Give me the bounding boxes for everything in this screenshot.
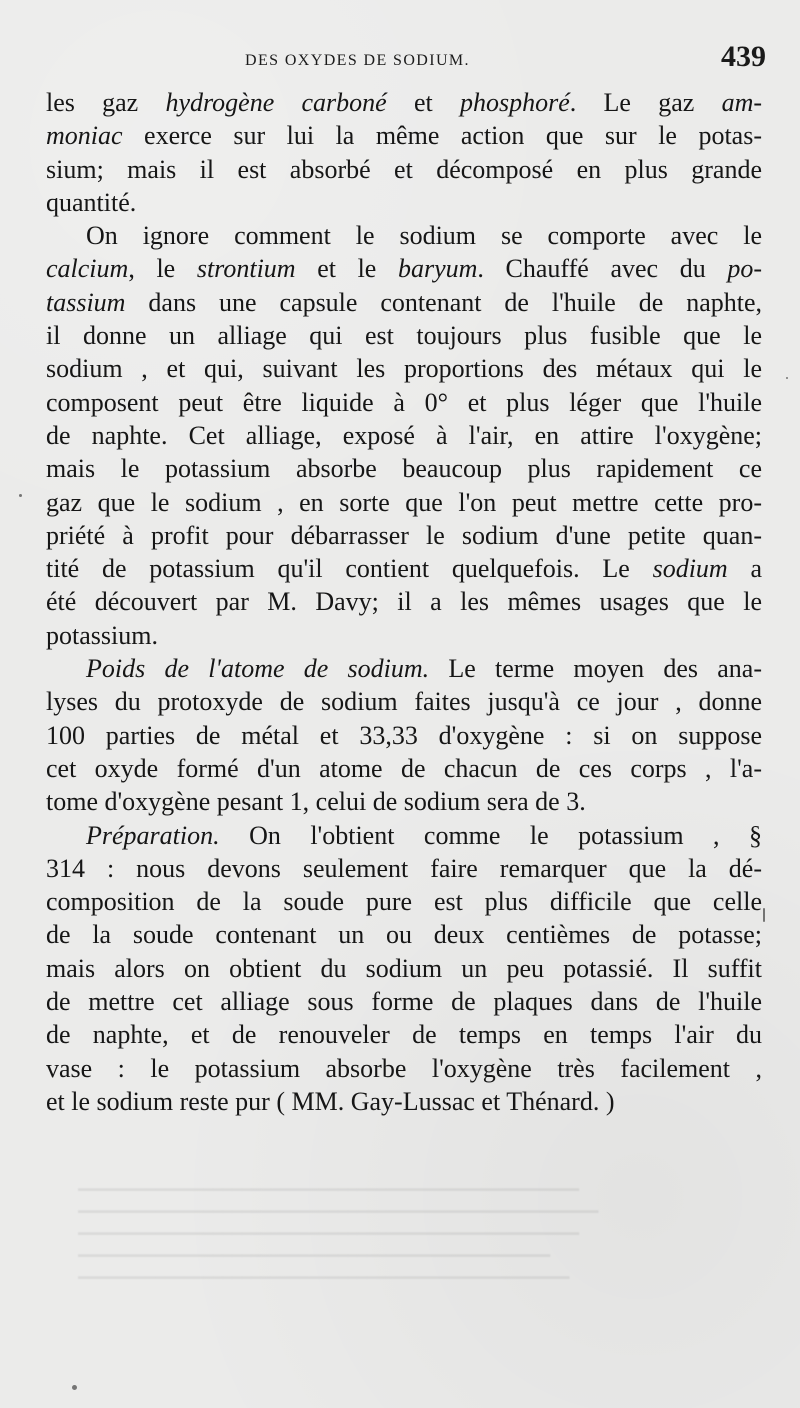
paper-speck <box>786 377 788 379</box>
paragraph-line: potassium. <box>46 620 158 650</box>
page-number: 439 <box>721 40 766 73</box>
paragraph-line: moniac exerce sur lui la même action que sur le potas- <box>46 121 762 151</box>
paragraph-4 <box>46 819 762 1119</box>
paragraph-line: mais alors on obtient du sodium un peu potassié. Il suffit <box>46 953 762 983</box>
paragraph-line: tité de potassium qu'il contient quelquefois. Le sodium a <box>46 554 762 584</box>
paragraph-line: lyses du protoxyde de sodium faites jusqu'à ce jour , donne <box>46 687 762 717</box>
paragraph-3 <box>46 652 762 818</box>
paragraph-line: priété à profit pour débarrasser le sodium d'une petite quan- <box>46 520 762 550</box>
paragraph-1 <box>46 86 762 219</box>
paragraph-line: de naphte, et de renouveler de temps en temps l'air du <box>46 1020 762 1050</box>
paragraph-line: composent peut être liquide à 0° et plus léger que l'huile <box>46 387 762 417</box>
paragraph-line: tome d'oxygène pesant 1, celui de sodium sera de 3. <box>46 787 586 817</box>
paragraph-line: cet oxyde formé d'un atome de chacun de ces corps , l'a- <box>46 753 762 783</box>
paragraph-line: il donne un alliage qui est toujours plus fusible que le <box>46 321 762 351</box>
paragraph-line: Poids de l'atome de sodium. Le terme moyen des ana- <box>86 654 762 684</box>
paragraph-line: mais le potassium absorbe beaucoup plus rapidement ce <box>46 454 762 484</box>
paper-speck <box>19 494 22 497</box>
paragraph-line: les gaz hydrogène carboné et phosphoré. Le gaz am- <box>46 88 762 117</box>
paragraph-line: tassium dans une capsule contenant de l'huile de naphte, <box>46 287 762 317</box>
paper-speck <box>72 1385 77 1390</box>
paragraph-2 <box>46 219 762 652</box>
running-head: DES OXYDES DE SODIUM. <box>245 52 470 69</box>
paragraph-line: sium; mais il est absorbé et décomposé en plus grande <box>46 154 762 184</box>
paragraph-line: été découvert par M. Davy; il a les mêmes usages que le <box>46 587 762 617</box>
page-header <box>48 40 770 80</box>
paragraph-line: quantité. <box>46 187 137 217</box>
paper-speck <box>763 908 765 922</box>
paragraph-line: On ignore comment le sodium se comporte avec le <box>86 221 762 251</box>
paragraph-line: 100 parties de métal et 33,33 d'oxygène : si on suppose <box>46 720 762 750</box>
paragraph-line: de naphte. Cet alliage, exposé à l'air, en attire l'oxygène; <box>46 420 762 450</box>
paragraph-line: vase : le potassium absorbe l'oxygène très facilement , <box>46 1053 762 1083</box>
show-through-text: ━━━━━━━━━━━━━━━━━━━━━━━━━━━━━━━━━━━━━━━━━━━━━━━━━━━━ ━━━━━━━━━━━━━━━━━━━━━━━━━━━━━━━━━━━━━━━━━━━━━━━━━━━━━━ ━━━━━━━━━━━━━━━━━━━━━━━━━━━━━━━━━━━━━━━━━━━━━━━━━━━━ ━━━━━━━━━━━━━━━━━━━━━━━━━━━━━━━━━━━━━━━━━━━━━━━━━ ━━━━━━━━━━━━━━━━━━━━━━━━━━━━━━━━━━━━━━━━━━━━━━━━━━━ <box>78 1182 599 1287</box>
paragraph-line: Préparation. On l'obtient comme le potassium , § <box>86 820 762 850</box>
paragraph-line: composition de la soude pure est plus difficile que celle <box>46 887 762 917</box>
paragraph-line: sodium , et qui, suivant les proportions des métaux qui le <box>46 354 762 384</box>
paragraph-line: de mettre cet alliage sous forme de plaques dans de l'huile <box>46 987 762 1017</box>
paragraph-line: et le sodium reste pur ( MM. Gay-Lussac et Thénard. ) <box>46 1086 615 1116</box>
paragraph-line: calcium, le strontium et le baryum. Chauffé avec du po- <box>46 254 763 284</box>
paragraph-line: 314 : nous devons seulement faire remarquer que la dé- <box>46 853 762 883</box>
main-text <box>46 86 762 1118</box>
paragraph-line: gaz que le sodium , en sorte que l'on peut mettre cette pro- <box>46 487 762 517</box>
paragraph-line: de la soude contenant un ou deux centièmes de potasse; <box>46 920 762 950</box>
